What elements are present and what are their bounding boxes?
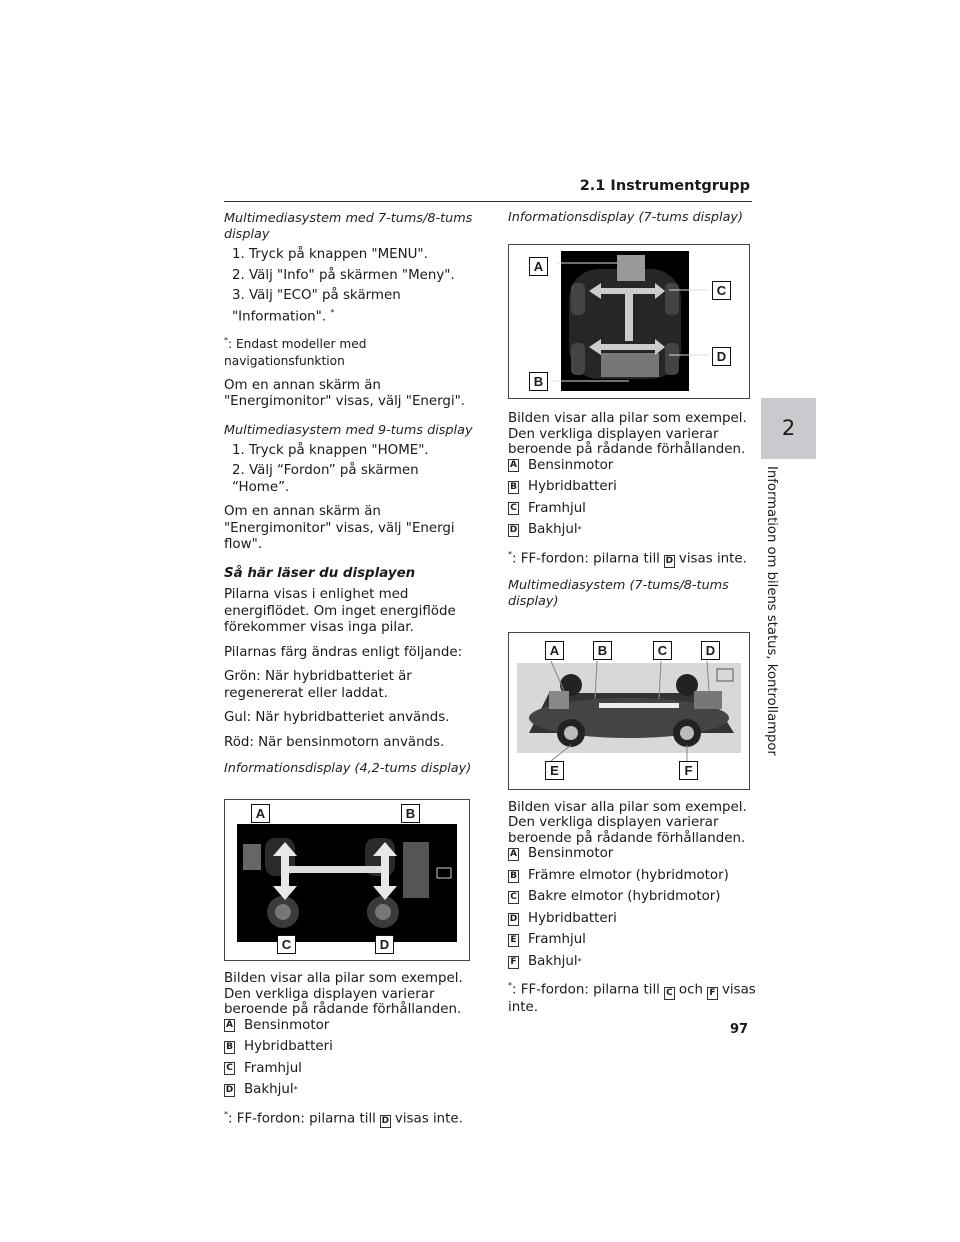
legend-item: A Bensinmotor: [508, 846, 758, 863]
legend-item: B Hybridbatteri: [224, 1039, 474, 1056]
paragraph: Om en annan skärm än "Energimonitor" visas, välj "Energi".: [224, 377, 466, 410]
label-e: E: [545, 761, 564, 780]
label-f: F: [679, 761, 698, 780]
legend-item: B Främre elmotor (hybridmotor): [508, 868, 758, 885]
legend-item: C Framhjul: [224, 1061, 474, 1078]
label-c: C: [653, 641, 672, 660]
label-b: B: [401, 804, 420, 823]
energy-monitor-illustration: [225, 800, 469, 960]
paragraph: Röd: När bensinmotorn används.: [224, 734, 445, 750]
legend-item: C Bakre elmotor (hybridmotor): [508, 889, 758, 906]
paragraph: Om en annan skärm än "Energimonitor" visas, välj "Energi flow".: [224, 504, 455, 553]
footnote: *: Endast modeller med navigationsfunktion: [224, 336, 367, 369]
figure-description: Bilden visar alla pilar som exempel. Den verkliga displayen varierar beroende på rådande förhållanden.: [508, 799, 747, 846]
figure-description: Bilden visar alla pilar som exempel. Den verkliga displayen varierar beroende på rådande förhållanden.: [508, 411, 747, 457]
caption-7-inch-info: Informationsdisplay (7-tums display): [508, 210, 743, 225]
legend-item: D Bakhjul *: [225, 1082, 298, 1098]
ff-note: *: FF-fordon: pilarna till D visas inte.: [508, 549, 747, 566]
label-a: A: [545, 641, 564, 660]
legend-item: D Bakhjul *: [509, 522, 582, 537]
legend-item: A Bensinmotor: [508, 458, 758, 475]
step-3: 3. Välj "ECO" på skärmen "Information". *: [232, 288, 401, 324]
section-header: 2.1 Instrumentgrupp: [224, 178, 752, 202]
caption-4-2-inch: Informationsdisplay (4,2-tums display): [224, 761, 472, 777]
paragraph: Grön: När hybridbatteriet är regenererat eller laddat.: [224, 669, 412, 701]
legend-item: A Bensinmotor: [224, 1018, 474, 1035]
chapter-tab[interactable]: 2: [761, 398, 816, 459]
caption-9-inch: Multimediasystem med 9-tums display: [224, 422, 473, 438]
steps-list-1: [232, 247, 474, 325]
label-b: B: [529, 372, 548, 391]
paragraph: Pilarnas färg ändras enligt följande:: [224, 644, 463, 660]
page-number: 97: [730, 1022, 749, 1037]
label-a: A: [251, 804, 270, 823]
chapter-title: Information om bilens status, kontrollampor: [764, 466, 779, 756]
legend-item: F Bakhjul *: [508, 954, 758, 971]
label-c: C: [712, 281, 731, 300]
right-column: [508, 210, 758, 1016]
figure-7-inch-display: [508, 244, 750, 399]
step-1: 1. Tryck på knappen "HOME".: [232, 442, 429, 458]
step-1: 1. Tryck på knappen "MENU".: [232, 247, 428, 262]
figure-4-2-inch-display: [224, 799, 470, 961]
caption-multimedia: Multimediasystem (7-tums/8-tums display): [508, 577, 729, 609]
step-2: 2. Välj "Info" på skärmen "Meny".: [232, 267, 455, 283]
ff-note: *: FF-fordon: pilarna till D visas inte.: [224, 1109, 463, 1126]
label-b: B: [593, 641, 612, 660]
figure-description: Bilden visar alla pilar som exempel. Den verkliga displayen varierar beroende på rådande förhållanden.: [224, 971, 463, 1018]
label-d: D: [712, 347, 731, 366]
figure-multimedia-display: [508, 632, 750, 790]
paragraph: Pilarna visas i enlighet med energiflödet. Om inget energiflöde förekommer visas inga pilar.: [224, 587, 456, 636]
legend-item: D Hybridbatteri: [509, 910, 617, 926]
label-c: C: [277, 935, 296, 954]
steps-list-2: [232, 443, 474, 497]
label-a: A: [529, 257, 548, 276]
left-column: [224, 211, 474, 1128]
step-2: 2. Välj “Fordon” på skärmen “Home”.: [232, 463, 419, 495]
label-d: D: [701, 641, 720, 660]
legend-item: E Framhjul: [508, 932, 758, 949]
legend-list: [508, 458, 758, 539]
ff-note: *: FF-fordon: pilarna till C och F visas inte.: [508, 981, 756, 1015]
legend-list: [224, 1018, 474, 1099]
subheading: Så här läser du displayen: [224, 565, 416, 581]
legend-item: C Framhjul: [508, 501, 758, 518]
paragraph: Gul: När hybridbatteriet används.: [224, 710, 450, 726]
caption-7-8-inch: Multimediasystem med 7-tums/8-tums display: [224, 211, 473, 242]
label-d: D: [375, 935, 394, 954]
legend-list: [508, 846, 758, 970]
legend-item: B Hybridbatteri: [508, 479, 758, 496]
asterisk: *: [330, 307, 335, 317]
